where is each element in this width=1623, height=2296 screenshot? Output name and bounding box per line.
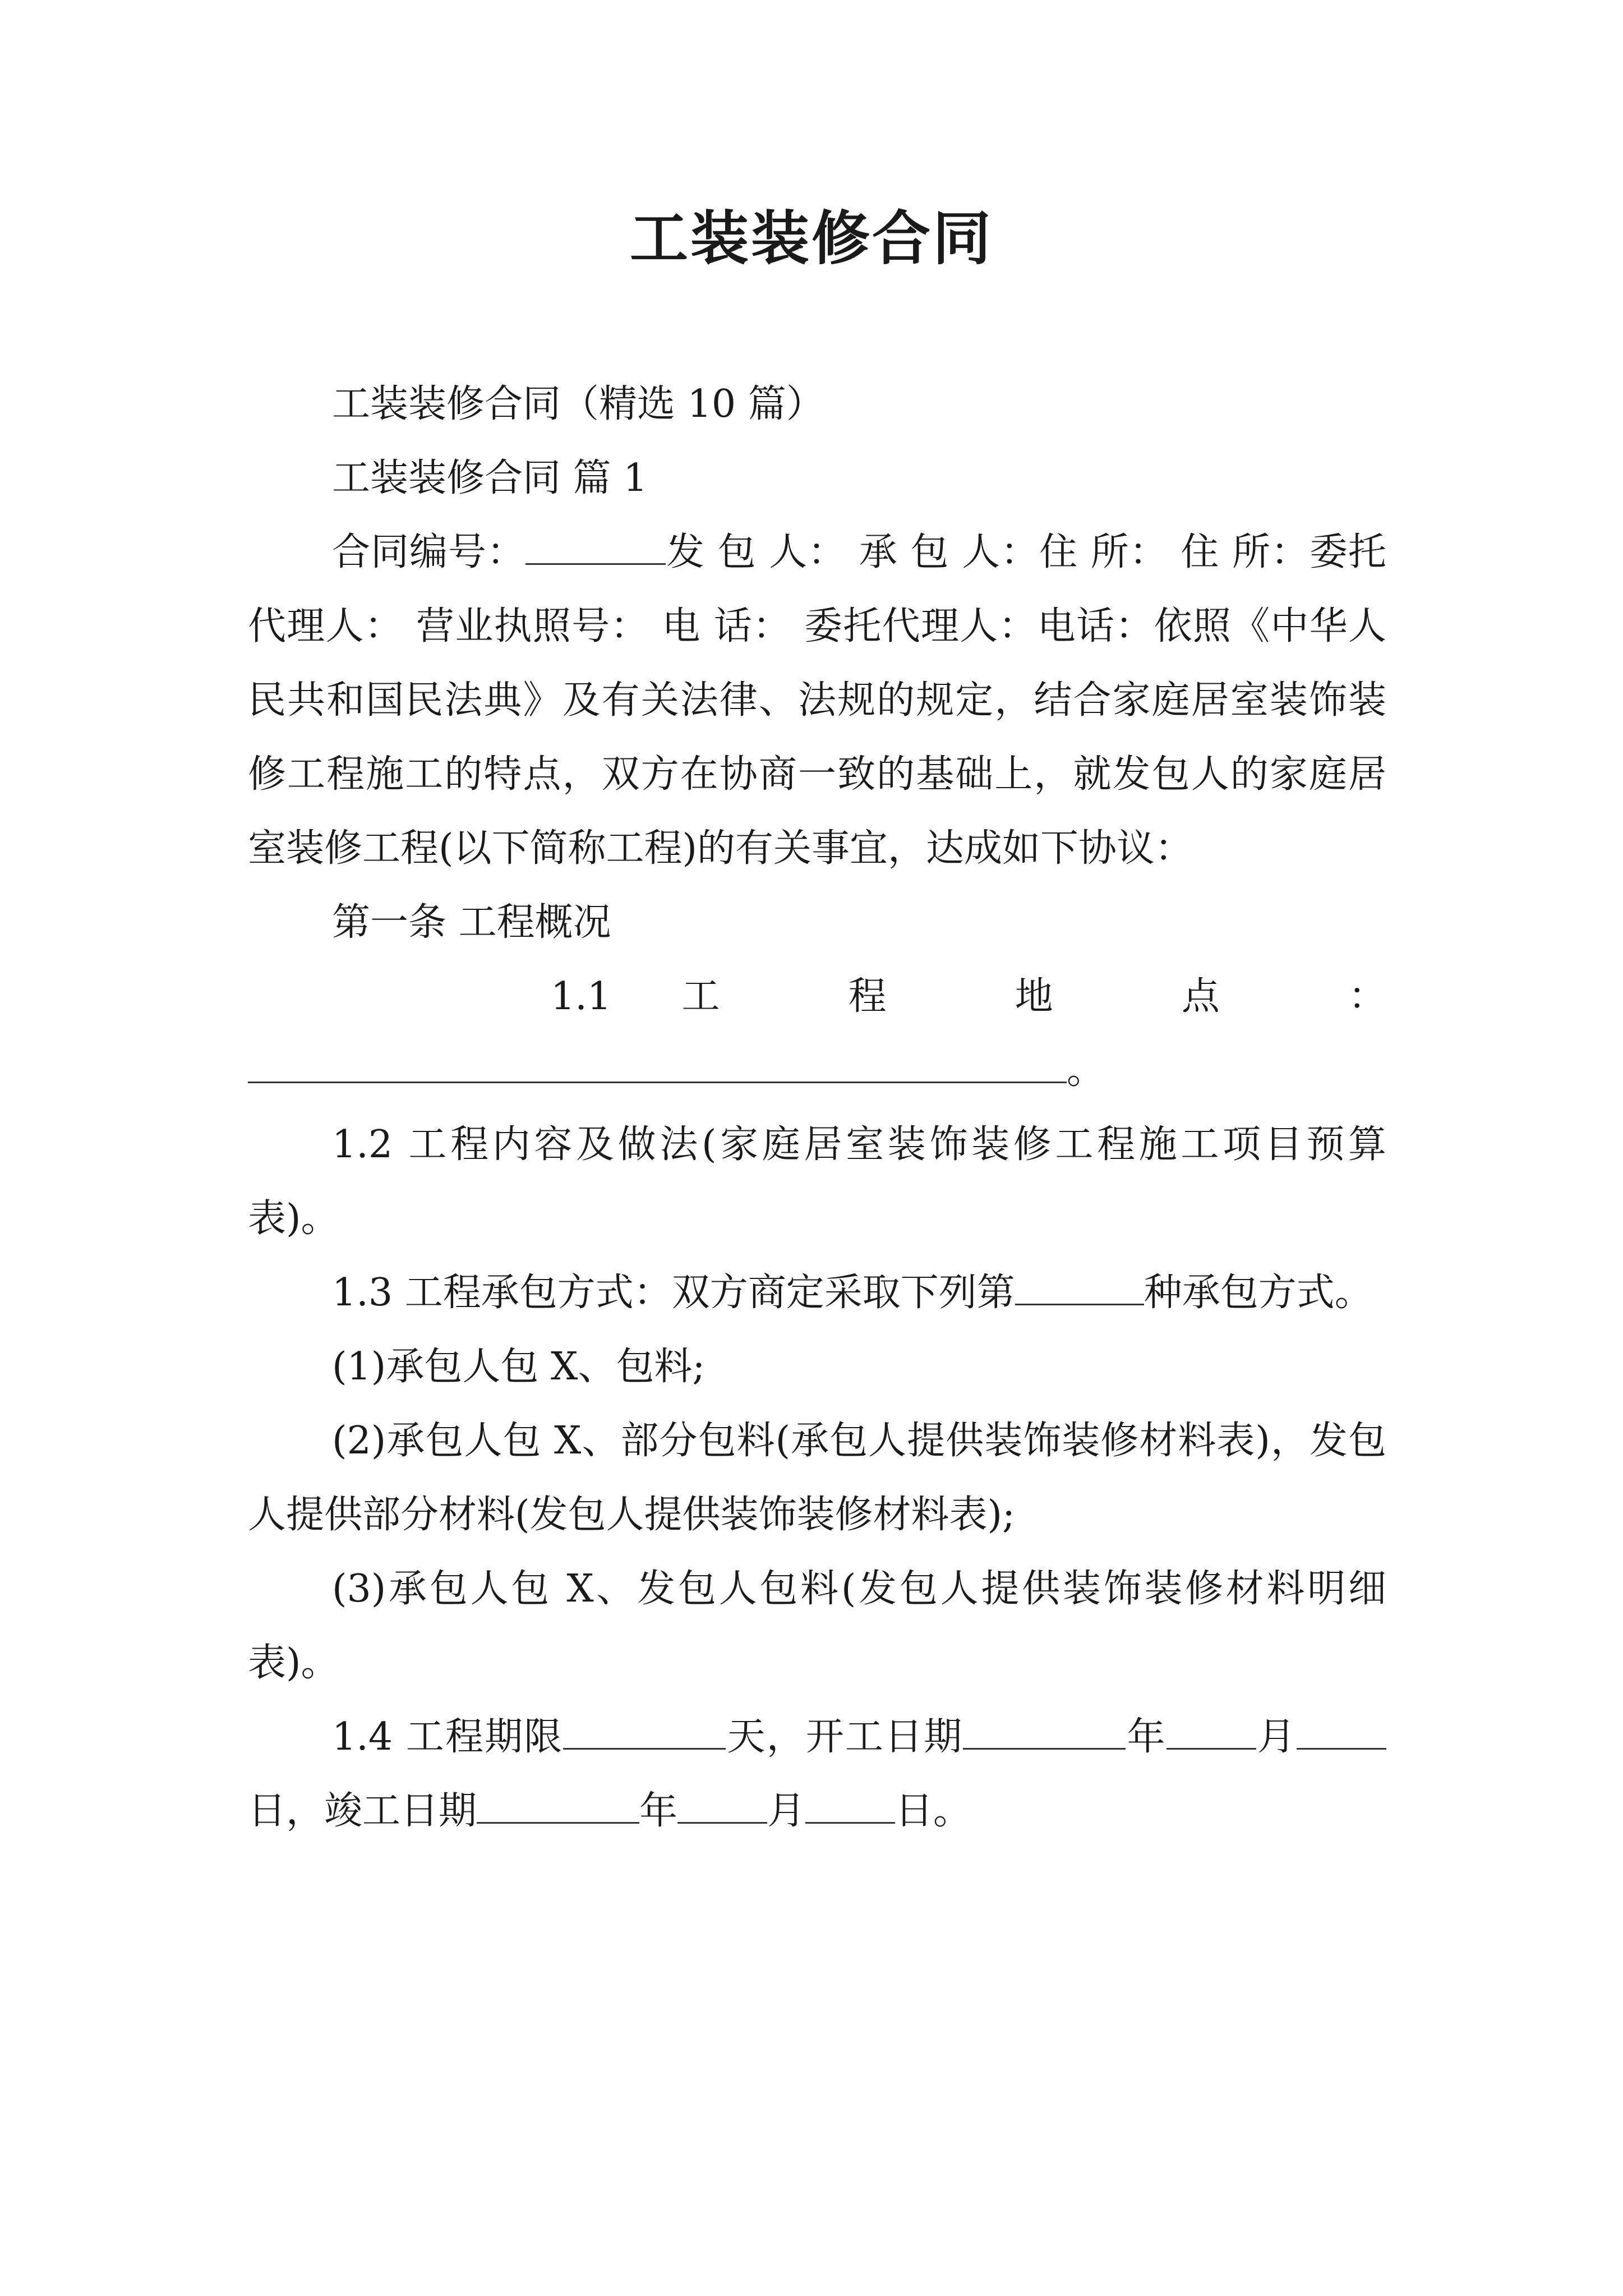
contract-mode-end: 种承包方式。	[1144, 1271, 1373, 1315]
end-date-label: 日，竣工日期	[248, 1789, 477, 1833]
document-title: 工装装修合同	[629, 204, 993, 273]
paragraph-option-2	[248, 1404, 1386, 1552]
location-end: 。	[1067, 1048, 1105, 1093]
start-month-blank	[1166, 1714, 1256, 1750]
period-days-blank	[563, 1714, 726, 1750]
paragraph-option-3	[248, 1552, 1386, 1700]
option-3-text: (3)承包人包 X、发包人包料(发包人提供装饰装修材料明细表)。	[248, 1567, 1386, 1685]
paragraph-1-3	[248, 1256, 1386, 1330]
start-month-label: 月	[1256, 1715, 1297, 1759]
paragraph-contract-parties	[248, 516, 1386, 886]
period-label: 1.4 工程期限	[332, 1715, 564, 1759]
end-month-label: 月	[767, 1789, 806, 1833]
option-2-text: (2)承包人包 X、部分包料(承包人提供装饰装修材料表)，发包人提供部分材料(发包人提供装饰装修材料表);	[248, 1419, 1386, 1537]
contract-number-label: 合同编号：	[332, 530, 526, 574]
paragraph-1-1-location	[248, 960, 1386, 1034]
paragraph-1-4	[248, 1700, 1386, 1848]
option-1-text: (1)承包人包 X、包料;	[332, 1345, 706, 1389]
subtitle-text: 工装装修合同（精选 10 篇）	[332, 382, 824, 426]
content-text: 1.2 工程内容及做法(家庭居室装饰装修工程施工项目预算表)。	[248, 1122, 1386, 1241]
location-blank	[248, 1048, 1067, 1083]
start-date-label: 天，开工日期	[726, 1715, 963, 1759]
end-year-label: 年	[639, 1789, 678, 1833]
paragraph-subtitle	[248, 367, 1386, 441]
paragraph-option-1	[248, 1330, 1386, 1404]
contract-mode-blank	[1015, 1270, 1144, 1305]
start-year-blank	[963, 1714, 1126, 1750]
end-day-blank	[805, 1788, 895, 1824]
document-body	[248, 367, 1386, 1848]
paragraph-section-heading	[248, 441, 1386, 516]
contract-number-blank	[525, 530, 666, 565]
paragraph-article-1	[248, 886, 1386, 960]
paragraph-1-2	[248, 1108, 1386, 1256]
article-1-heading: 第一条 工程概况	[332, 900, 611, 945]
contract-mode-label: 1.3 工程承包方式：双方商定采取下列第	[332, 1271, 1015, 1315]
end-month-blank	[677, 1788, 767, 1824]
contract-parties-text: 发 包 人： 承 包 人：住 所： 住 所：委托代理人： 营业执照号： 电 话： 委托代理人：电话：依照《中华人民共和国民法典》及有关法律、法规的规定，结合家庭居室装饰装修工程施工的特点，双方在协商一致的基础上，就发包人的家庭居室装修工程(以下简称工程)的有关事宜，达成如下协议：	[248, 530, 1386, 871]
location-label: 1.1 工 程 地 点 ：	[551, 974, 1386, 1019]
end-day-label: 日。	[895, 1789, 972, 1833]
start-day-blank	[1297, 1714, 1386, 1750]
section-heading-text: 工装装修合同 篇 1	[332, 456, 648, 500]
start-year-label: 年	[1126, 1715, 1166, 1759]
end-year-blank	[477, 1788, 639, 1824]
paragraph-1-1-blank-line	[248, 1034, 1386, 1108]
